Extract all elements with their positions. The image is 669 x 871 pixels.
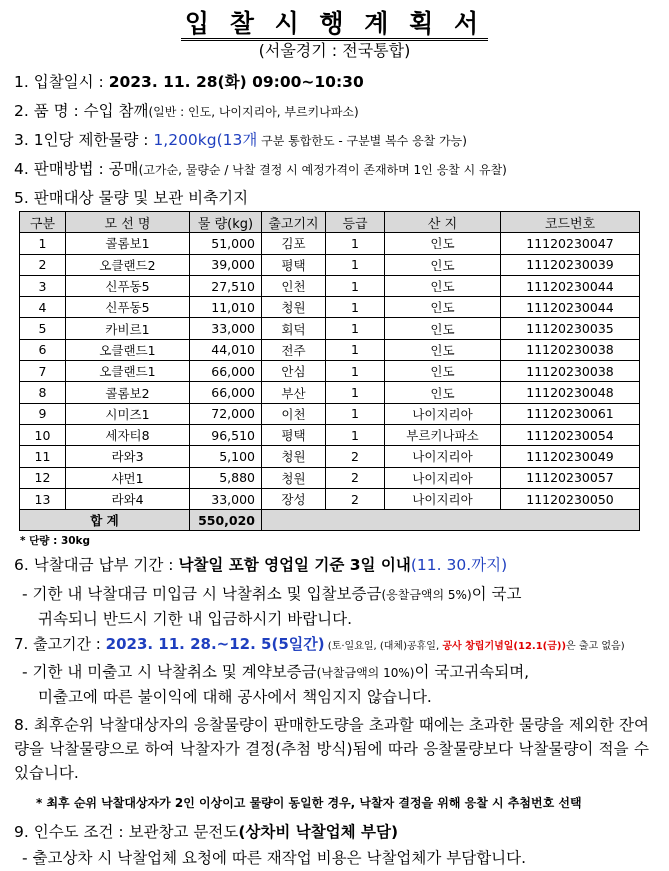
table-cell: 인도 xyxy=(385,339,501,360)
table-cell: 11120230050 xyxy=(501,488,640,509)
table-cell: 11120230049 xyxy=(501,446,640,467)
col-header: 모 선 명 xyxy=(66,212,190,233)
table-cell: 콜롬보1 xyxy=(66,233,190,254)
col-header: 구분 xyxy=(20,212,66,233)
table-cell: 5 xyxy=(20,318,66,339)
table-cell: 인도 xyxy=(385,382,501,403)
table-row xyxy=(20,233,640,254)
table-cell: 4 xyxy=(20,297,66,318)
table-cell: 11,010 xyxy=(190,297,262,318)
table-row xyxy=(20,275,640,296)
table-cell: 13 xyxy=(20,488,66,509)
table-cell: 나이지리아 xyxy=(385,446,501,467)
table-cell: 27,510 xyxy=(190,275,262,296)
table-cell: 10 xyxy=(20,424,66,445)
table-cell: 51,000 xyxy=(190,233,262,254)
table-cell: 인도 xyxy=(385,318,501,339)
payment-sub-a: - 기한 내 낙찰대금 미입금 시 낙찰취소 및 입찰보증금(응찰금액의 5%)이 국고 xyxy=(22,585,522,603)
table-cell: 부산 xyxy=(262,382,326,403)
total-label: 합 계 xyxy=(20,510,190,531)
table-cell: 청원 xyxy=(262,467,326,488)
table-cell: 11120230048 xyxy=(501,382,640,403)
release-sub-b: 미출고에 따른 불이익에 대해 공사에서 책임지지 않습니다. xyxy=(38,688,432,706)
table-cell: 오클랜드1 xyxy=(66,361,190,382)
table-cell: 나이지리아 xyxy=(385,403,501,424)
item-sale-method: 4. 판매방법 : 공매(고가순, 물량순 / 낙찰 결정 시 예정가격이 존재하며 1인 응찰 시 유찰) xyxy=(14,160,507,178)
table-row xyxy=(20,361,640,382)
table-cell: 김포 xyxy=(262,233,326,254)
table-cell: 11120230054 xyxy=(501,424,640,445)
table-cell: 11120230057 xyxy=(501,467,640,488)
delivery-sub: - 출고상차 시 낙찰업체 요청에 따른 재작업 비용은 낙찰업체가 부담합니다. xyxy=(22,849,527,867)
table-cell: 인도 xyxy=(385,275,501,296)
table-cell: 장성 xyxy=(262,488,326,509)
table-cell: 전주 xyxy=(262,339,326,360)
table-cell: 부르키나파소 xyxy=(385,424,501,445)
table-cell: 6 xyxy=(20,339,66,360)
table-cell: 12 xyxy=(20,467,66,488)
table-cell: 72,000 xyxy=(190,403,262,424)
table-cell: 1 xyxy=(326,339,385,360)
table-cell: 안심 xyxy=(262,361,326,382)
table-cell: 인도 xyxy=(385,233,501,254)
table-cell: 44,010 xyxy=(190,339,262,360)
table-cell: 2 xyxy=(20,254,66,275)
table-cell: 1 xyxy=(326,297,385,318)
table-cell: 11120230038 xyxy=(501,339,640,360)
table-cell: 신푸동5 xyxy=(66,275,190,296)
table-cell: 오클랜드1 xyxy=(66,339,190,360)
table-cell: 1 xyxy=(326,361,385,382)
table-cell: 11120230035 xyxy=(501,318,640,339)
table-row xyxy=(20,297,640,318)
table-row xyxy=(20,339,640,360)
page-title: 입 찰 시 행 계 획 서 xyxy=(0,4,669,40)
table-cell: 신푸동5 xyxy=(66,297,190,318)
table-cell: 1 xyxy=(326,254,385,275)
table-cell: 2 xyxy=(326,488,385,509)
table-row xyxy=(20,488,640,509)
table-cell: 39,000 xyxy=(190,254,262,275)
col-header: 코드번호 xyxy=(501,212,640,233)
table-cell: 1 xyxy=(326,318,385,339)
item-product-name: 2. 품 명 : 수입 참깨(일반 : 인도, 나이지리아, 부르키나파소) xyxy=(14,102,359,120)
item-delivery: 9. 인수도 조건 : 보관창고 문전도(상차비 낙찰업체 부담) xyxy=(14,823,399,841)
release-sub-a: - 기한 내 미출고 시 낙찰취소 및 계약보증금(낙찰금액의 10%)이 국고귀속되며, xyxy=(22,663,530,681)
table-cell: 11120230044 xyxy=(501,297,640,318)
table-cell: 7 xyxy=(20,361,66,382)
table-row xyxy=(20,382,640,403)
table-cell: 청원 xyxy=(262,297,326,318)
col-header: 등급 xyxy=(326,212,385,233)
table-cell: 66,000 xyxy=(190,382,262,403)
table-cell: 1 xyxy=(326,424,385,445)
table-row xyxy=(20,424,640,445)
table-cell: 나이지리아 xyxy=(385,488,501,509)
col-header: 산 지 xyxy=(385,212,501,233)
table-cell: 5,880 xyxy=(190,467,262,488)
table-cell: 9 xyxy=(20,403,66,424)
table-row xyxy=(20,446,640,467)
table-cell: 96,510 xyxy=(190,424,262,445)
table-cell: 라와4 xyxy=(66,488,190,509)
total-row xyxy=(20,510,640,531)
table-cell: 인천 xyxy=(262,275,326,296)
limit-value: 1,200kg(13개 xyxy=(153,131,258,149)
table-cell: 샤먼1 xyxy=(66,467,190,488)
col-header: 출고기지 xyxy=(262,212,326,233)
table-cell: 8 xyxy=(20,382,66,403)
item-release-period: 7. 출고기간 : 2023. 11. 28.~12. 5(5일간) (토·일요일, (대체)공휴일, 공사 창립기념일(12.1(금))은 출고 없음) xyxy=(14,635,625,653)
table-cell: 1 xyxy=(326,233,385,254)
table-cell: 1 xyxy=(20,233,66,254)
table-cell: 시미즈1 xyxy=(66,403,190,424)
table-cell: 세자티8 xyxy=(66,424,190,445)
table-cell: 인도 xyxy=(385,254,501,275)
table-header-row xyxy=(20,212,640,233)
stock-table xyxy=(19,211,640,531)
table-cell: 청원 xyxy=(262,446,326,467)
table-cell: 1 xyxy=(326,403,385,424)
table-row xyxy=(20,254,640,275)
table-cell: 인도 xyxy=(385,361,501,382)
table-cell: 33,000 xyxy=(190,488,262,509)
table-cell: 1 xyxy=(326,382,385,403)
table-cell: 라와3 xyxy=(66,446,190,467)
table-cell: 평택 xyxy=(262,424,326,445)
item-payment-period: 6. 낙찰대금 납부 기간 : 낙찰일 포함 영업일 기준 3일 이내(11. 30.까지) xyxy=(14,556,508,574)
table-cell: 11120230044 xyxy=(501,275,640,296)
payment-sub-b: 귀속되니 반드시 기한 내 입금하시기 바랍니다. xyxy=(38,610,353,628)
table-cell: 11120230038 xyxy=(501,361,640,382)
total-value: 550,020 xyxy=(190,510,262,531)
item-limit-per-person: 3. 1인당 제한물량 : 1,200kg(13개 구분 통합한도 - 구분별 복수 응찰 가능) xyxy=(14,131,467,149)
item-sale-target: 5. 판매대상 물량 및 보관 비축기지 xyxy=(14,189,249,207)
table-cell: 66,000 xyxy=(190,361,262,382)
item-last-bidder-note: * 최후 순위 낙찰대상자가 2인 이상이고 물량이 동일한 경우, 낙찰자 결정을 위해 응찰 시 추첨번호 선택 xyxy=(36,796,582,810)
item-last-bidder: 8. 최후순위 낙찰대상자의 응찰물량이 판매한도량을 초과할 때에는 초과한 물량을 제외한 잔여량을 낙찰물량으로 하여 낙찰자가 결정(추첨 방식)됨에 따라 응찰물량보다 낙찰물량이 적을 수 있습니다. xyxy=(14,716,649,782)
table-cell: 인도 xyxy=(385,297,501,318)
table-cell: 콜롬보2 xyxy=(66,382,190,403)
table-row xyxy=(20,403,640,424)
col-header: 물 량(kg) xyxy=(190,212,262,233)
bid-datetime-value: 2023. 11. 28(화) 09:00~10:30 xyxy=(108,73,364,91)
table-cell: 5,100 xyxy=(190,446,262,467)
table-cell: 회덕 xyxy=(262,318,326,339)
table-cell: 2 xyxy=(326,467,385,488)
table-cell: 이천 xyxy=(262,403,326,424)
table-cell: 나이지리아 xyxy=(385,467,501,488)
unit-note: * 단량 : 30kg xyxy=(20,535,91,547)
table-cell: 11 xyxy=(20,446,66,467)
table-row xyxy=(20,318,640,339)
table-row xyxy=(20,467,640,488)
table-cell: 카비르1 xyxy=(66,318,190,339)
table-cell: 평택 xyxy=(262,254,326,275)
item-bid-datetime: 1. 입찰일시 : 2023. 11. 28(화) 09:00~10:30 xyxy=(14,73,364,91)
table-cell: 11120230039 xyxy=(501,254,640,275)
table-cell: 3 xyxy=(20,275,66,296)
table-cell: 1 xyxy=(326,275,385,296)
table-cell: 2 xyxy=(326,446,385,467)
table-cell: 33,000 xyxy=(190,318,262,339)
table-cell: 11120230061 xyxy=(501,403,640,424)
table-cell: 오클랜드2 xyxy=(66,254,190,275)
table-cell: 11120230047 xyxy=(501,233,640,254)
page-subtitle: (서울경기 : 전국통합) xyxy=(258,41,411,60)
